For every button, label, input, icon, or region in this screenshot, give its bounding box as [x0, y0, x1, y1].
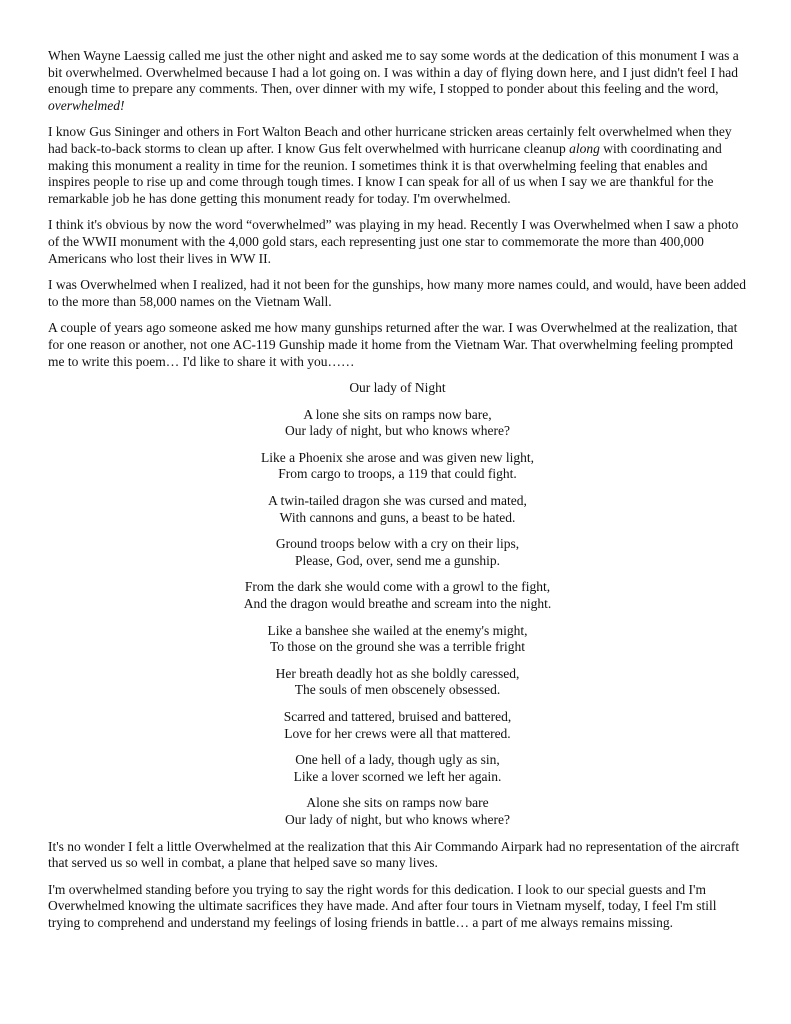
poem-stanza: [48, 536, 747, 569]
poem-stanzas: [48, 407, 747, 829]
poem-line: Our lady of night, but who knows where?: [285, 811, 510, 827]
poem-line: From the dark she would come with a growl to the fight,: [244, 579, 551, 595]
paragraph: [48, 320, 747, 370]
poem-stanza: [48, 709, 747, 742]
paragraph-text: I think it's obvious by now the word “overwhelmed” was playing in my head. Recently I was Overwhelmed when I saw a photo of the WWII monument with the 4,000 gold stars, each representing just one star to commemorate the more than 400,000 Americans who lost their lives in WW II.: [48, 217, 739, 266]
paragraph-text: When Wayne Laessig called me just the other night and asked me to say some words at the dedication of this monument I was a bit overwhelmed. Overwhelmed because I had a lot going on. I was within a day of flying down here, and I just didn't feel I had enough time to prepare any comments. Then, over dinner with my wife, I stopped to ponder about this feeling and the word,: [48, 48, 739, 97]
paragraph-text: I'm overwhelmed standing before you trying to say the right words for this dedication. I look to our special guests and I'm Overwhelmed knowing the ultimate sacrifices they have made. And after four tours in Vietnam myself, today, I feel I'm still trying to comprehend and understand my feelings of losing friends in battle… a part of me always remains missing.: [48, 881, 717, 930]
poem-stanza: [48, 795, 747, 828]
paragraph: [48, 217, 747, 267]
italic-text: along: [569, 140, 600, 156]
paragraph: [48, 48, 747, 114]
poem-line: Scarred and tattered, bruised and battered,: [283, 709, 512, 724]
poem-line: A twin-tailed dragon she was cursed and mated,: [268, 493, 527, 509]
poem-line: Our lady of night, but who knows where?: [285, 423, 510, 439]
poem-stanza: [48, 579, 747, 612]
poem-line: To those on the ground she was a terrible fright: [269, 639, 526, 655]
poem-stanza: [48, 666, 747, 699]
poem-line: Like a banshee she wailed at the enemy's might,: [267, 622, 528, 638]
poem-line: Alone she sits on ramps now bare: [306, 795, 489, 811]
poem-line: From cargo to troops, a 119 that could fight.: [278, 466, 517, 482]
poem-line: The souls of men obscenely obsessed.: [294, 682, 501, 698]
paragraph: [48, 124, 747, 207]
paragraph: [48, 277, 747, 310]
poem-line: Her breath deadly hot as she boldly caressed,: [275, 665, 520, 681]
paragraph: [48, 839, 747, 872]
paragraph-text: I was Overwhelmed when I realized, had it not been for the gunships, how many more names could, and would, have been added to the more than 58,000 names on the Vietnam Wall.: [48, 277, 747, 309]
poem-line: Please, God, over, send me a gunship.: [295, 552, 500, 568]
poem: [48, 380, 747, 828]
italic-text: overwhelmed!: [48, 97, 125, 113]
poem-title: Our lady of Night: [349, 380, 446, 396]
poem-line: Ground troops below with a cry on their lips,: [275, 536, 520, 552]
paragraph-text: It's no wonder I felt a little Overwhelmed at the realization that this Air Commando Airpark had no representation of the aircraft that served us so well in combat, a plane that helped save so many lives.: [48, 838, 740, 871]
poem-line: Like a lover scorned we left her again.: [293, 768, 502, 784]
poem-line: Love for her crews were all that mattered.: [284, 725, 511, 741]
poem-stanza: [48, 623, 747, 656]
poem-stanza: [48, 493, 747, 526]
paragraph-text: I know Gus Sininger and others in Fort Walton Beach and other hurricane stricken areas certainly felt overwhelmed when they had back-to-back storms to clean up after. I know Gus felt overwhelmed with hurricane cleanup: [48, 124, 732, 156]
paragraph-text: with coordinating and making this monument a reality in time for the reunion. I sometimes think it is that overwhelming feeling that enables and inspires people to rise up and come through tough times. I know I can speak for all of us when I say we are thankful for the remarkable job he has done getting this monument ready for today. I'm overwhelmed.: [48, 140, 722, 206]
poem-stanza: [48, 407, 747, 440]
poem-line: Like a Phoenix she arose and was given new light,: [261, 449, 534, 465]
poem-line: And the dragon would breathe and scream into the night.: [243, 596, 552, 612]
poem-stanza: [48, 450, 747, 483]
poem-line: A lone she sits on ramps now bare,: [303, 406, 492, 422]
paragraph: [48, 882, 747, 932]
poem-stanza: [48, 752, 747, 785]
poem-line: One hell of a lady, though ugly as sin,: [295, 752, 500, 768]
poem-line: With cannons and guns, a beast to be hated.: [279, 509, 516, 525]
paragraphs-after: [48, 839, 747, 932]
paragraph-text: A couple of years ago someone asked me how many gunships returned after the war. I was Overwhelmed at the realization, that for one reason or another, not one AC-119 Gunship made it home from the Vietnam War. That overwhelming feeling prompted me to write this poem… I'd like to share it with you……: [48, 320, 738, 369]
paragraphs-before: [48, 48, 747, 370]
